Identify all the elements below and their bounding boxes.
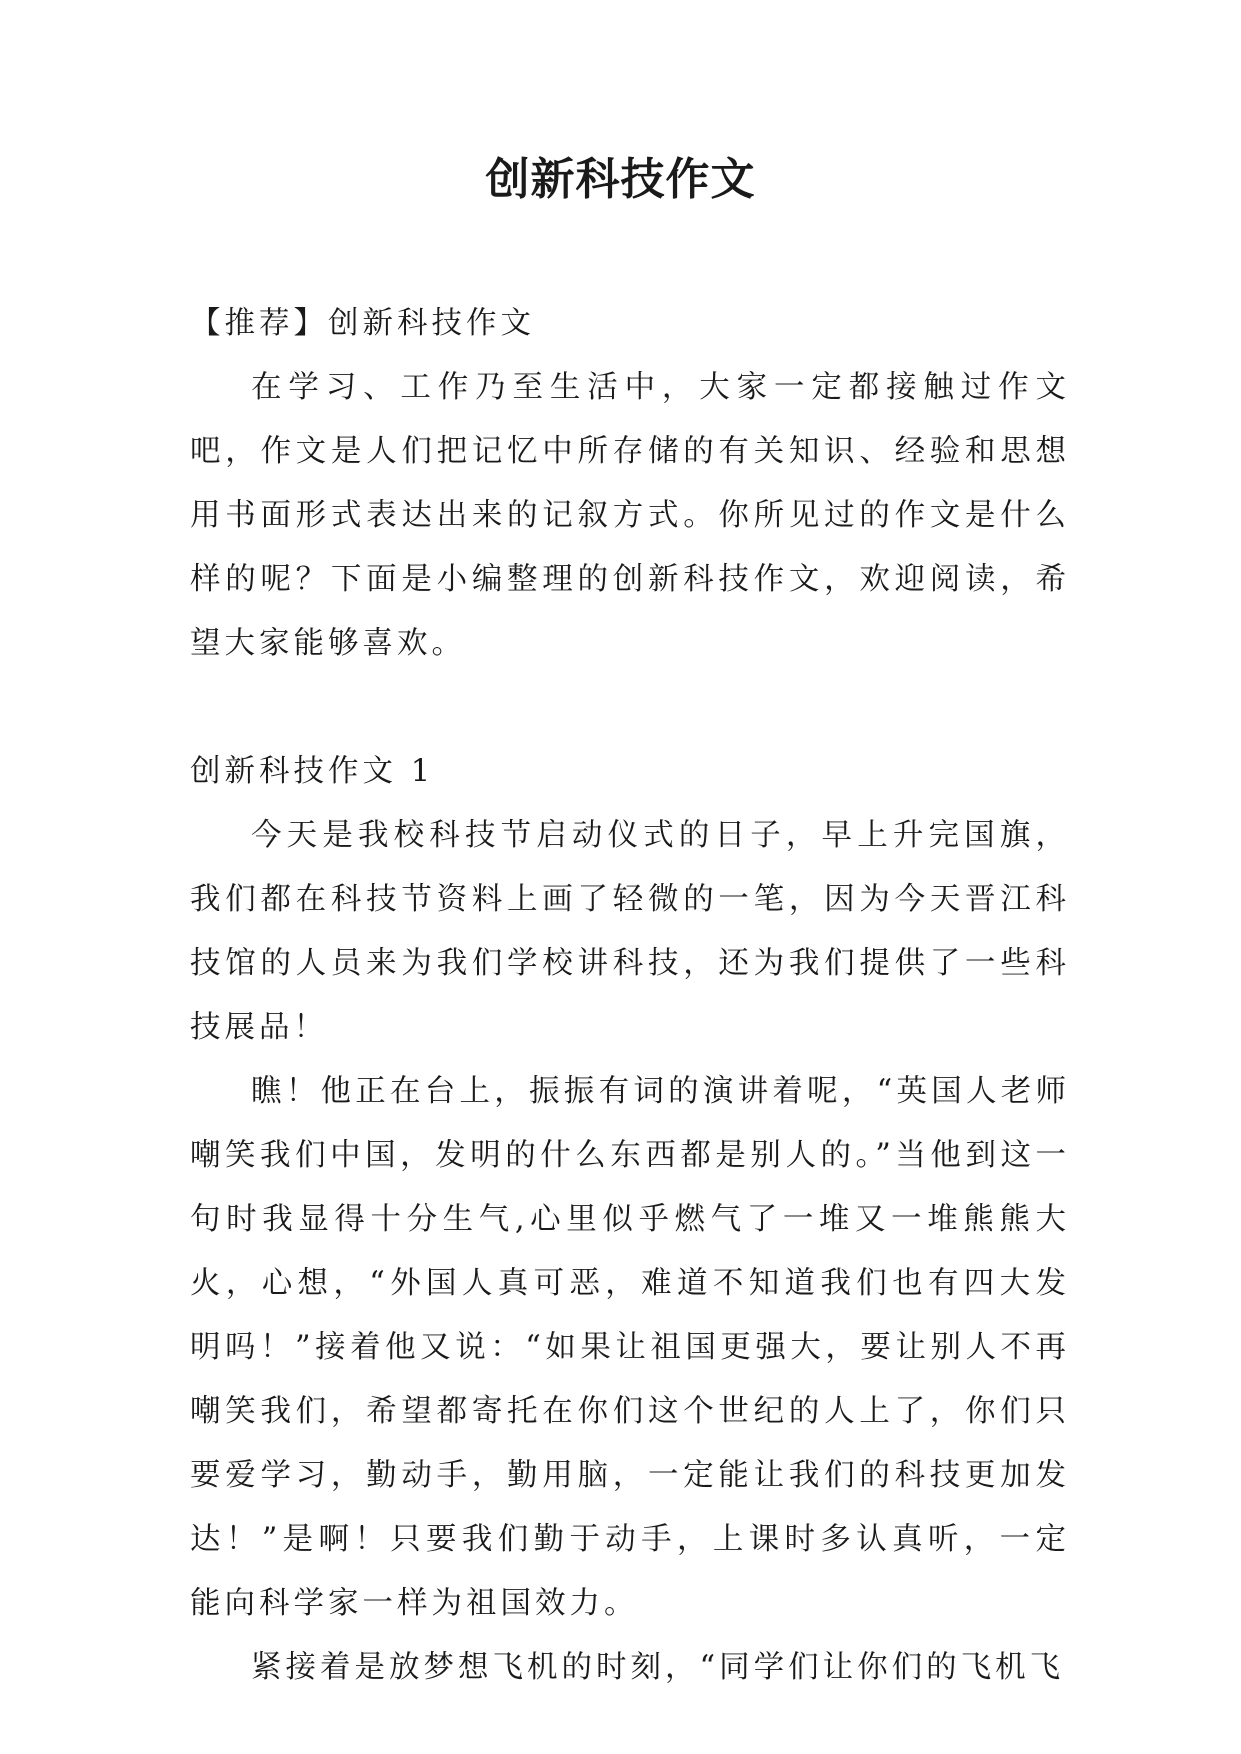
document-body xyxy=(190,292,1070,1700)
intro-paragraph: 在学习、工作乃至生活中，大家一定都接触过作文吧，作文是人们把记忆中所存储的有关知识、经验和思想用书面形式表达出来的记叙方式。你所见过的作文是什么样的呢？下面是小编整理的创新科技作文，欢迎阅读，希望大家能够喜欢。 xyxy=(190,370,1070,661)
paragraph-spacer xyxy=(190,676,1070,740)
recommend-line: 【推荐】创新科技作文 xyxy=(190,306,535,341)
body-paragraph: 紧接着是放梦想飞机的时刻，“同学们让你们的飞机飞 xyxy=(251,1650,1065,1685)
document-title: 创新科技作文 xyxy=(485,154,756,205)
body-paragraph: 今天是我校科技节启动仪式的日子，早上升完国旗，我们都在科技节资料上画了轻微的一笔，因为今天晋江科技馆的人员来为我们学校讲科技，还为我们提供了一些科技展品！ xyxy=(190,818,1070,1045)
body-paragraph: 瞧！他正在台上，振振有词的演讲着呢，“英国人老师嘲笑我们中国，发明的什么东西都是别人的。”当他到这一句时我显得十分生气,心里似乎燃气了一堆又一堆熊熊大火，心想，“外国人真可恶，难道不知道我们也有四大发明吗！”接着他又说：“如果让祖国更强大，要让别人不再嘲笑我们，希望都寄托在你们这个世纪的人上了，你们只要爱学习，勤动手，勤用脑，一定能让我们的科技更加发达！”是啊！只要我们勤于动手，上课时多认真听，一定能向科学家一样为祖国效力。 xyxy=(190,1074,1070,1621)
section-heading: 创新科技作文 1 xyxy=(190,754,435,789)
